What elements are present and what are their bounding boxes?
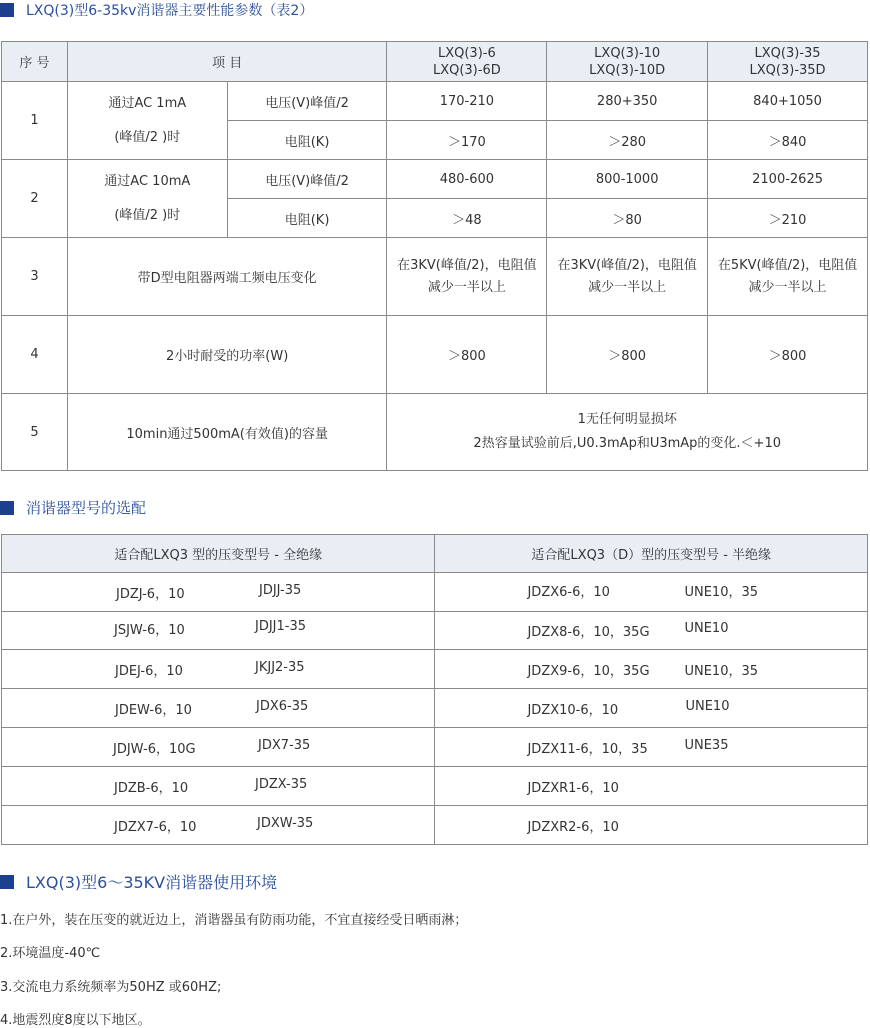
model-name: JSJW-6，10 <box>114 623 185 638</box>
value-line: 减少一半以上 <box>748 279 827 295</box>
model-cell-left <box>2 650 435 689</box>
value-line: 2热容量试验前后,U0.3mAp和U3mAp的变化.＜+10 <box>473 436 781 451</box>
model-cell-right <box>435 806 868 845</box>
header-seq: 序 号 <box>2 42 68 82</box>
condition-cell <box>67 82 227 160</box>
value-cell: ＞280 <box>547 121 708 160</box>
table-row <box>2 573 868 612</box>
model-cell-right <box>435 728 868 767</box>
header-full-insulation: 适合配LXQ3 型的压变型号 - 全绝缘 <box>2 535 435 573</box>
section-title-text: LXQ(3)型6～35KV消谐器使用环境 <box>26 873 278 892</box>
environment-item: 3.交流电力系统频率为50HZ 或60HZ; <box>0 980 222 995</box>
model-cell-left <box>2 573 435 612</box>
model-name: JDZX10-6，10 <box>527 702 619 718</box>
table-row <box>2 806 868 845</box>
header-model-line: LXQ(3)-6D <box>432 62 501 78</box>
value-cell: ＞800 <box>387 316 547 394</box>
condition-line: (峰值/2 )时 <box>114 129 181 145</box>
model-name: JDZX-35 <box>255 776 308 792</box>
value-cell <box>547 238 708 316</box>
model-name: UNE10 <box>685 698 730 714</box>
header-model-35 <box>708 42 868 82</box>
header-model-6 <box>387 42 547 82</box>
row-number: 4 <box>2 316 68 394</box>
table-row <box>2 394 868 471</box>
value-cell: ＞800 <box>708 316 868 394</box>
model-cell-left <box>2 612 435 650</box>
model-name: JDEJ-6，10 <box>115 663 183 679</box>
table-row <box>2 238 868 316</box>
merged-value-cell <box>387 394 868 471</box>
table-row <box>2 767 868 806</box>
value-cell: 2100-2625 <box>708 160 868 199</box>
model-cell-right <box>435 612 868 650</box>
performance-table <box>1 41 868 471</box>
model-name: JDZX7-6，10 <box>114 819 197 835</box>
value-cell: 480-600 <box>387 160 547 199</box>
value-line: 减少一半以上 <box>427 279 506 295</box>
row-number: 1 <box>2 82 68 160</box>
condition-cell <box>67 160 227 238</box>
item-cell: 带D型电阻器两端工频电压变化 <box>67 238 387 316</box>
header-model-line: LXQ(3)-6 <box>437 45 496 61</box>
table-row <box>2 650 868 689</box>
table-row <box>2 82 868 121</box>
value-cell: ＞48 <box>387 199 547 238</box>
condition-line: (峰值/2 )时 <box>114 207 181 223</box>
model-name: UNE10，35 <box>684 663 759 679</box>
model-cell-right <box>435 650 868 689</box>
value-cell: ＞840 <box>708 121 868 160</box>
model-cell-right <box>435 767 868 806</box>
item-cell: 2小时耐受的功率(W) <box>67 316 387 394</box>
header-model-line: LXQ(3)-35D <box>749 62 826 78</box>
model-name: JDZX9-6，10，35G <box>527 663 650 679</box>
table-row <box>2 160 868 199</box>
row-number: 3 <box>2 238 68 316</box>
value-line: 在5KV(峰值/2)，电阻值 <box>717 257 858 273</box>
model-name: JDEW-6，10 <box>115 702 192 718</box>
item-cell: 10min通过500mA(有效值)的容量 <box>67 394 387 471</box>
model-name: UNE35 <box>684 737 729 753</box>
table-row <box>2 689 868 728</box>
environment-item: 4.地震烈度8度以下地区。 <box>0 1013 151 1028</box>
model-selection-table <box>1 534 868 845</box>
sub-item-label: 电阻(K) <box>227 199 387 238</box>
header-half-insulation: 适合配LXQ3（D）型的压变型号 - 半绝缘 <box>435 535 868 573</box>
sub-item-label: 电压(V)峰值/2 <box>227 82 387 121</box>
section-title-text: 消谐器型号的选配 <box>26 499 147 517</box>
model-name: JDZB-6，10 <box>114 780 189 796</box>
model-cell-left <box>2 767 435 806</box>
model-name: JDX6-35 <box>256 698 309 714</box>
value-cell: ＞170 <box>387 121 547 160</box>
section-title-models <box>0 497 146 518</box>
value-cell: ＞210 <box>708 199 868 238</box>
model-cell-left <box>2 689 435 728</box>
model-name: JDZXR1-6，10 <box>527 780 619 796</box>
condition-line: 通过AC 1mA <box>108 95 187 111</box>
condition-line: 通过AC 10mA <box>104 173 191 189</box>
model-name: JDZJ-6，10 <box>116 586 185 602</box>
value-cell: 170-210 <box>387 82 547 121</box>
model-name: JDXW-35 <box>257 815 314 831</box>
table-row <box>2 728 868 767</box>
model-cell-right <box>435 573 868 612</box>
square-bullet-icon <box>0 875 14 889</box>
model-cell-right <box>435 689 868 728</box>
value-cell <box>708 238 868 316</box>
model-name: JDJJ-35 <box>259 582 302 598</box>
header-model-10 <box>547 42 708 82</box>
value-cell: ＞80 <box>547 199 708 238</box>
model-name: JDJW-6，10G <box>113 741 196 757</box>
model-name: UNE10，35 <box>684 584 759 600</box>
value-cell <box>387 238 547 316</box>
model-cell-left <box>2 728 435 767</box>
sub-item-label: 电阻(K) <box>227 121 387 160</box>
sub-item-label: 电压(V)峰值/2 <box>227 160 387 199</box>
table-header-row <box>2 42 868 82</box>
value-line: 在3KV(峰值/2)，电阻值 <box>397 257 537 273</box>
row-number: 5 <box>2 394 68 471</box>
square-bullet-icon <box>0 501 14 515</box>
value-line: 1无任何明显损坏 <box>577 412 677 427</box>
model-name: JDZX6-6，10 <box>527 584 610 600</box>
value-line: 减少一半以上 <box>588 279 667 295</box>
header-item: 项 目 <box>67 42 387 82</box>
table-row <box>2 612 868 650</box>
section-title-text: LXQ(3)型6-35kv消谐器主要性能参数（表2） <box>26 3 314 19</box>
model-cell-left <box>2 806 435 845</box>
section-title-environment <box>0 870 277 893</box>
model-name: JDX7-35 <box>258 737 311 753</box>
header-model-line: LXQ(3)-35 <box>754 45 821 61</box>
value-cell: 280+350 <box>547 82 708 121</box>
value-cell: 800-1000 <box>547 160 708 199</box>
header-model-line: LXQ(3)-10 <box>594 45 661 61</box>
model-name: JDZX8-6，10，35G <box>527 625 650 640</box>
value-cell: 840+1050 <box>708 82 868 121</box>
environment-item: 1.在户外，装在压变的就近边上，消谐器虽有防雨功能，不宜直接经受日晒雨淋； <box>0 913 468 928</box>
model-name: JDZXR2-6，10 <box>527 819 619 835</box>
row-number: 2 <box>2 160 68 238</box>
model-name: UNE10 <box>684 621 729 636</box>
model-name: JDJJ1-35 <box>255 619 307 634</box>
header-model-line: LXQ(3)-10D <box>589 62 666 78</box>
model-name: JKJJ2-35 <box>255 659 305 675</box>
table-row <box>2 316 868 394</box>
value-line: 在3KV(峰值/2)，电阻值 <box>557 257 697 273</box>
table-header-row <box>2 535 868 573</box>
square-bullet-icon <box>0 3 14 17</box>
section-title-performance <box>0 0 313 20</box>
value-cell: ＞800 <box>547 316 708 394</box>
model-name: JDZX11-6，10，35 <box>527 741 648 757</box>
environment-item: 2.环境温度-40℃ <box>0 946 101 961</box>
